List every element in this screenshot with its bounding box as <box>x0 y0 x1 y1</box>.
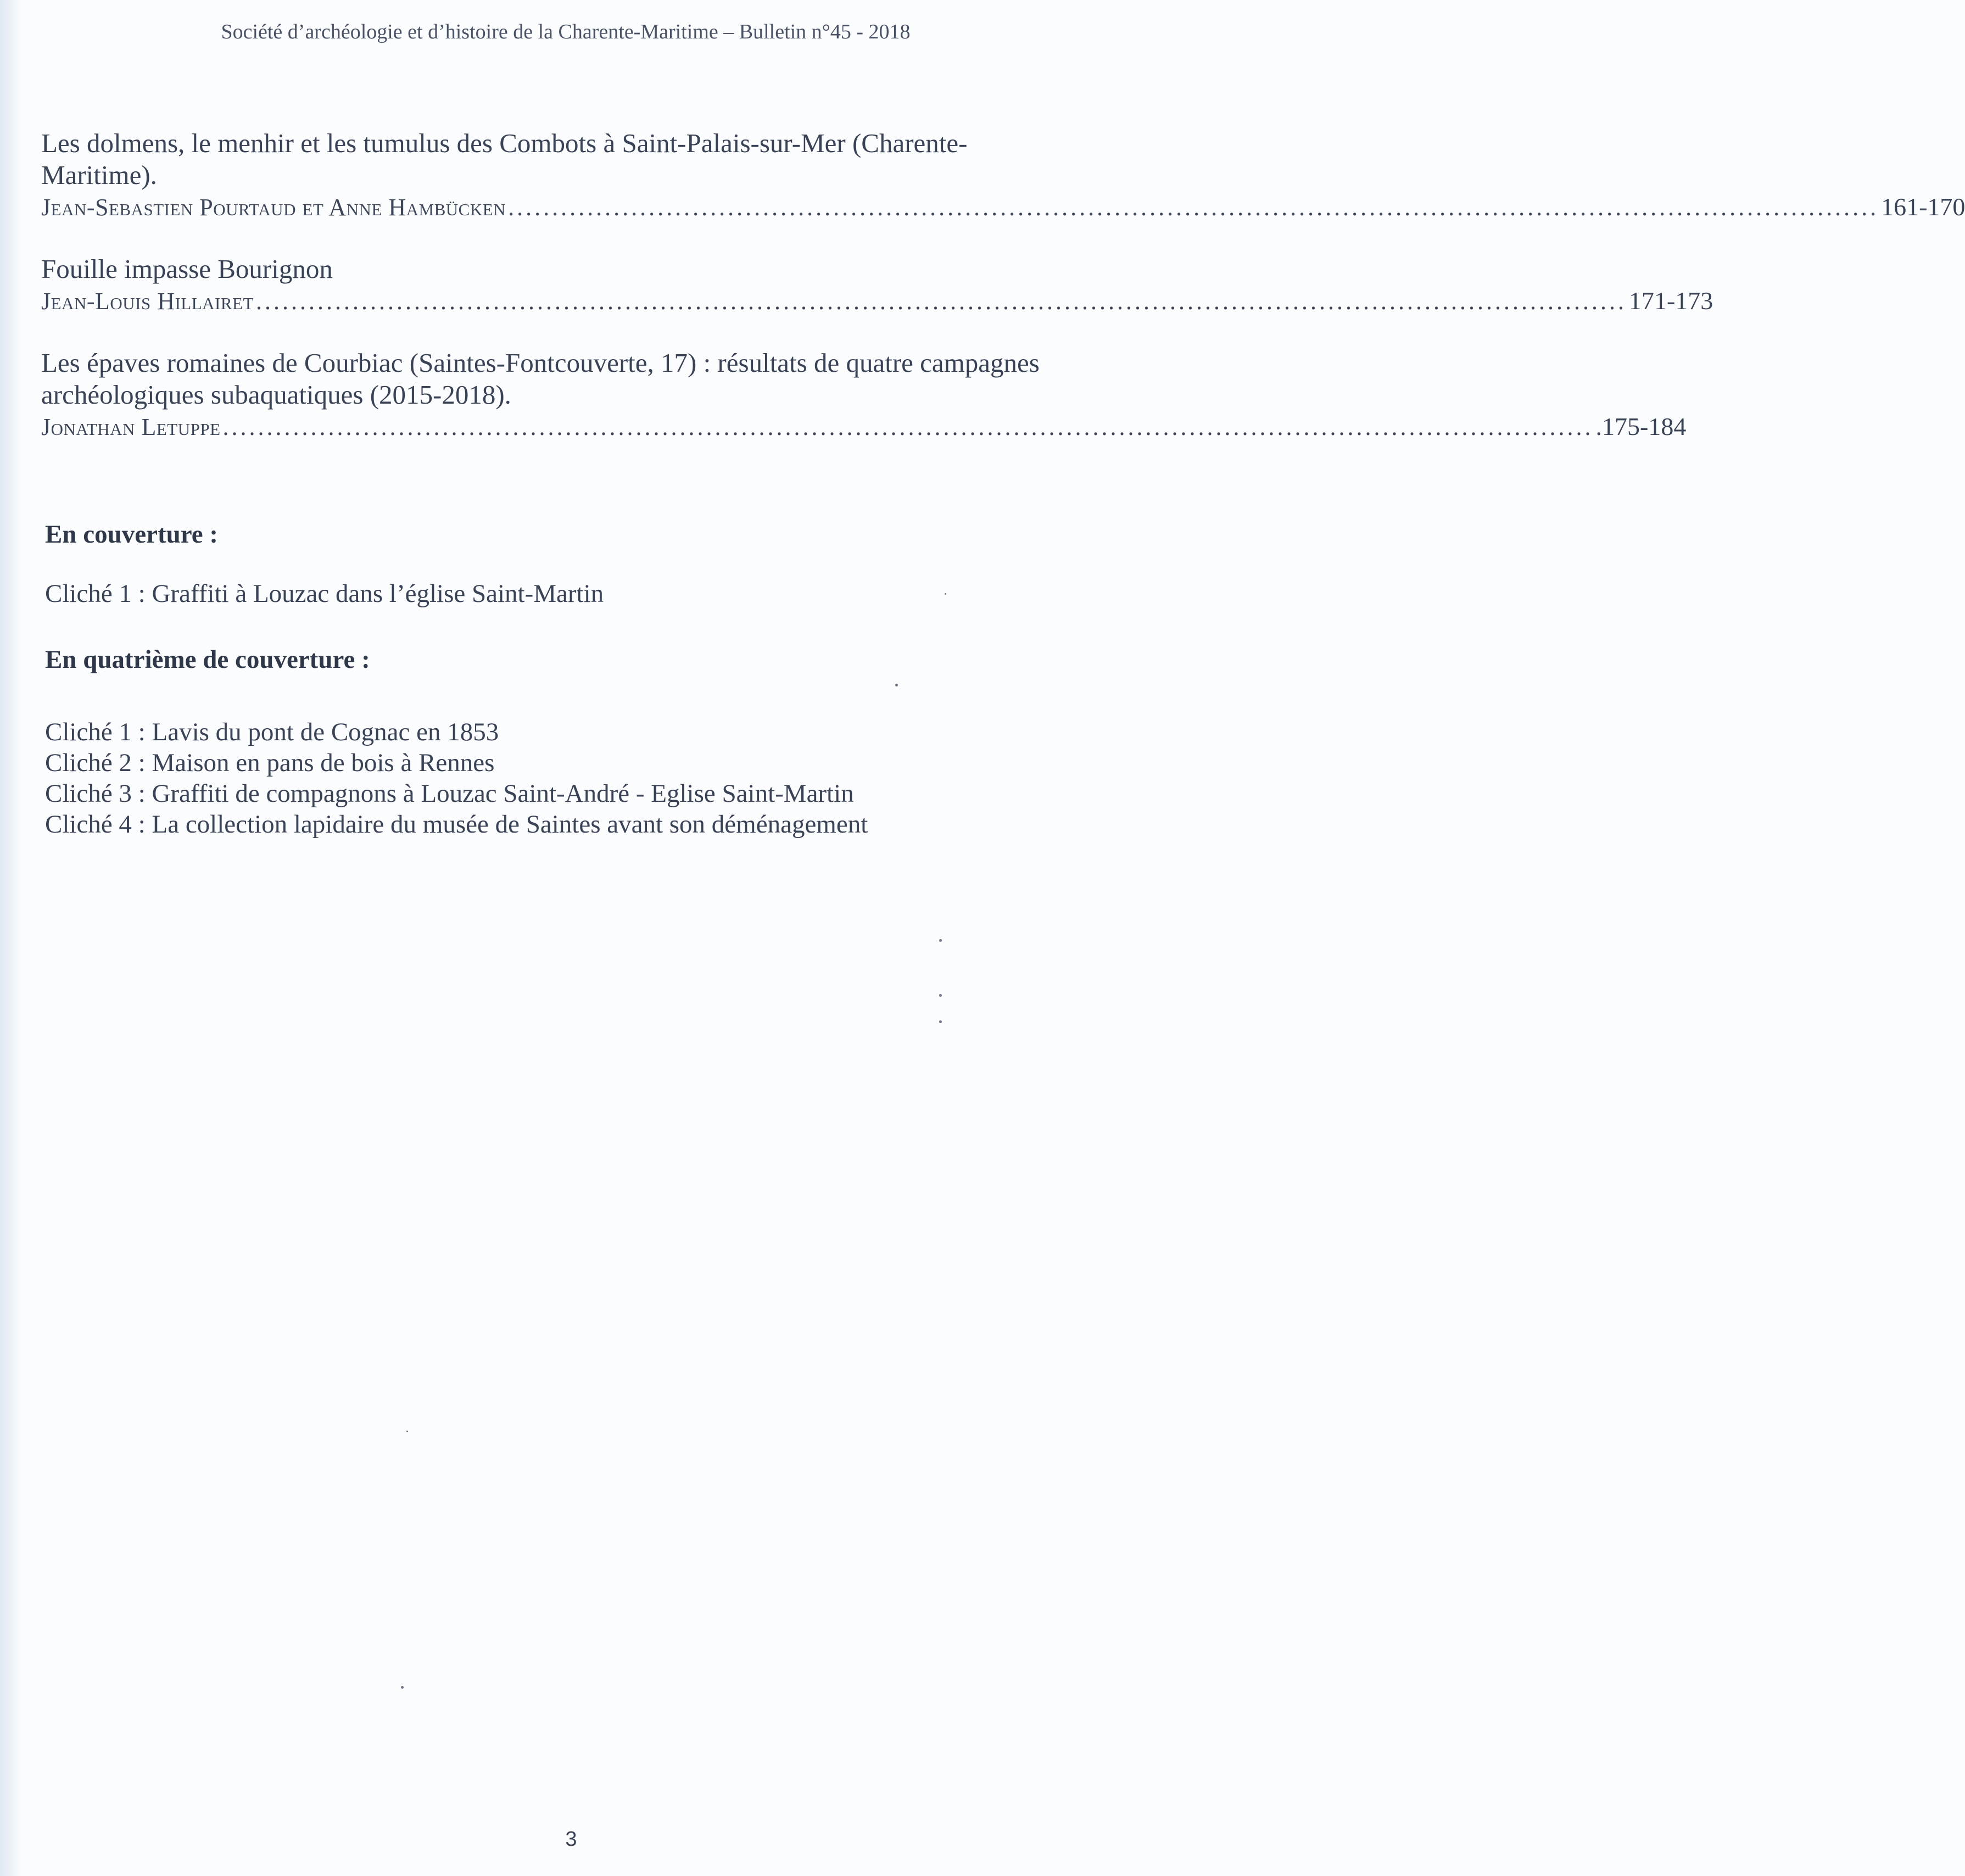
toc-entry-author: Jean-Louis Hillairet <box>41 288 254 315</box>
leader-dots: ............................................................................................................................................................ <box>508 194 1879 221</box>
toc-entry-line <box>41 412 1687 441</box>
scan-edge-shadow <box>0 0 22 1876</box>
toc-entry-author: Jonathan Letuppe <box>41 414 221 440</box>
back-cover-item: Cliché 4 : La collection lapidaire du musée de Saintes avant son déménagement <box>45 810 868 839</box>
leader-dots: ............................................................................................................................................................ <box>222 414 1594 440</box>
back-cover-item: Cliché 2 : Maison en pans de bois à Rennes <box>45 749 495 777</box>
leader-dots: ............................................................................................................................................................ <box>255 288 1627 315</box>
toc-entry <box>41 127 1965 221</box>
toc-entry-title: Fouille impasse Bourignon <box>41 254 333 284</box>
toc-entry-title: Les dolmens, le menhir et les tumulus des Combots à Saint-Palais-sur-Mer (Charente-Maritime). <box>41 128 968 190</box>
cover-section <box>45 519 1088 609</box>
scan-speck <box>939 1020 942 1023</box>
scan-speck <box>939 939 942 942</box>
toc-entry-title: Les épaves romaines de Courbiac (Saintes-Fontcouverte, 17) : résultats de quatre campagnes archéologiques subaquatiques (2015-2018). <box>41 348 1040 410</box>
scan-speck <box>406 1431 408 1432</box>
back-cover-item: Cliché 1 : Lavis du pont de Cognac en 1853 <box>45 718 499 746</box>
page-number: 3 <box>565 1828 577 1851</box>
toc-entry <box>41 347 1687 441</box>
toc-entry-line <box>41 192 1965 221</box>
toc-entry-pages: 161-170 <box>1881 193 1965 221</box>
toc-entry-author: Jean-Sebastien Pourtaud et Anne Hambücken <box>41 194 506 221</box>
toc-entry <box>41 253 1713 315</box>
back-cover-heading: En quatrième de couverture : <box>45 645 370 674</box>
toc-entry-pages: .175-184 <box>1595 412 1687 440</box>
scan-speck <box>401 1686 404 1689</box>
back-cover-item: Cliché 3 : Graffiti de compagnons à Louzac Saint-André - Eglise Saint-Martin <box>45 779 854 808</box>
toc-entry-pages: 171-173 <box>1628 287 1713 315</box>
table-of-contents <box>41 127 1965 473</box>
toc-entry-line <box>41 286 1713 315</box>
cover-item: Cliché 1 : Graffiti à Louzac dans l’église Saint-Martin <box>45 579 604 608</box>
back-cover-section <box>45 644 1088 840</box>
scan-speck <box>895 684 898 686</box>
cover-heading: En couverture : <box>45 520 219 549</box>
running-header: Société d’archéologie et d’histoire de la Charente-Maritime – Bulletin n°45 - 2018 <box>221 20 911 43</box>
scan-speck <box>945 593 946 595</box>
scan-speck <box>939 994 942 997</box>
